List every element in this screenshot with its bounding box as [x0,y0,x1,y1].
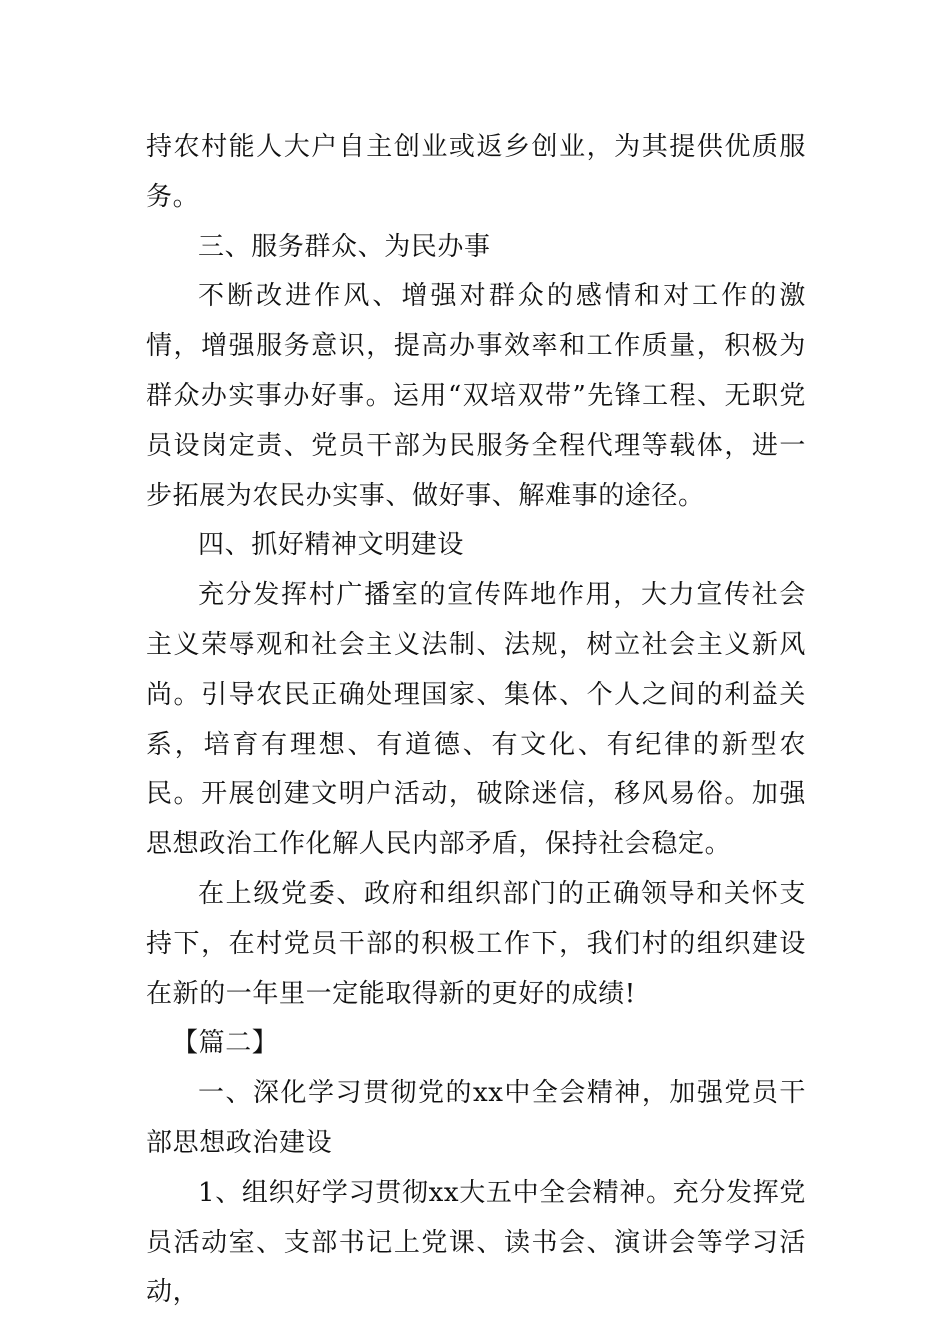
part-heading: 【篇二】 [172,1028,279,1059]
paragraph-civilization: 充分发挥村广播室的宣传阵地作用，大力宣传社会主义荣辱观和社会主义法制、法规，树立社会主义新风尚。引导农民正确处理国家、集体、个人之间的利益关系，培育有理想、有道德、有文化、有纪律的新型农民。开展创建文明户活动，破除迷信，移风易俗。加强思想政治工作化解人民内部矛盾，保持社会稳定。 [146,580,806,860]
paragraph-serve-masses: 不断改进作风、增强对群众的感情和对工作的激情，增强服务意识，提高办事效率和工作质量，积极为群众办实事办好事。运用“双培双带”先锋工程、无职党员设岗定责、党员干部为民服务全程代理等载体，进一步拓展为农民办实事、做好事、解难事的途径。 [146,281,806,511]
paragraph-continued: 持农村能人大户自主创业或返乡创业，为其提供优质服务。 [146,132,806,212]
document-body [146,123,806,1318]
section-heading-3: 三、服务群众、为民办事 [198,231,491,262]
paragraph-conclusion: 在上级党委、政府和组织部门的正确领导和关怀支持下，在村党员干部的积极工作下，我们村的组织建设在新的一年里一定能取得新的更好的成绩! [146,878,806,1009]
section-heading-1: 一、深化学习贯彻党的xx中全会精神，加强党员干部思想政治建设 [146,1078,806,1158]
paragraph-item-1: 1、组织好学习贯彻xx大五中全会精神。充分发挥党员活动室、支部书记上党课、读书会、演讲会等学习活动， [146,1177,806,1308]
section-heading-4: 四、抓好精神文明建设 [198,530,465,561]
